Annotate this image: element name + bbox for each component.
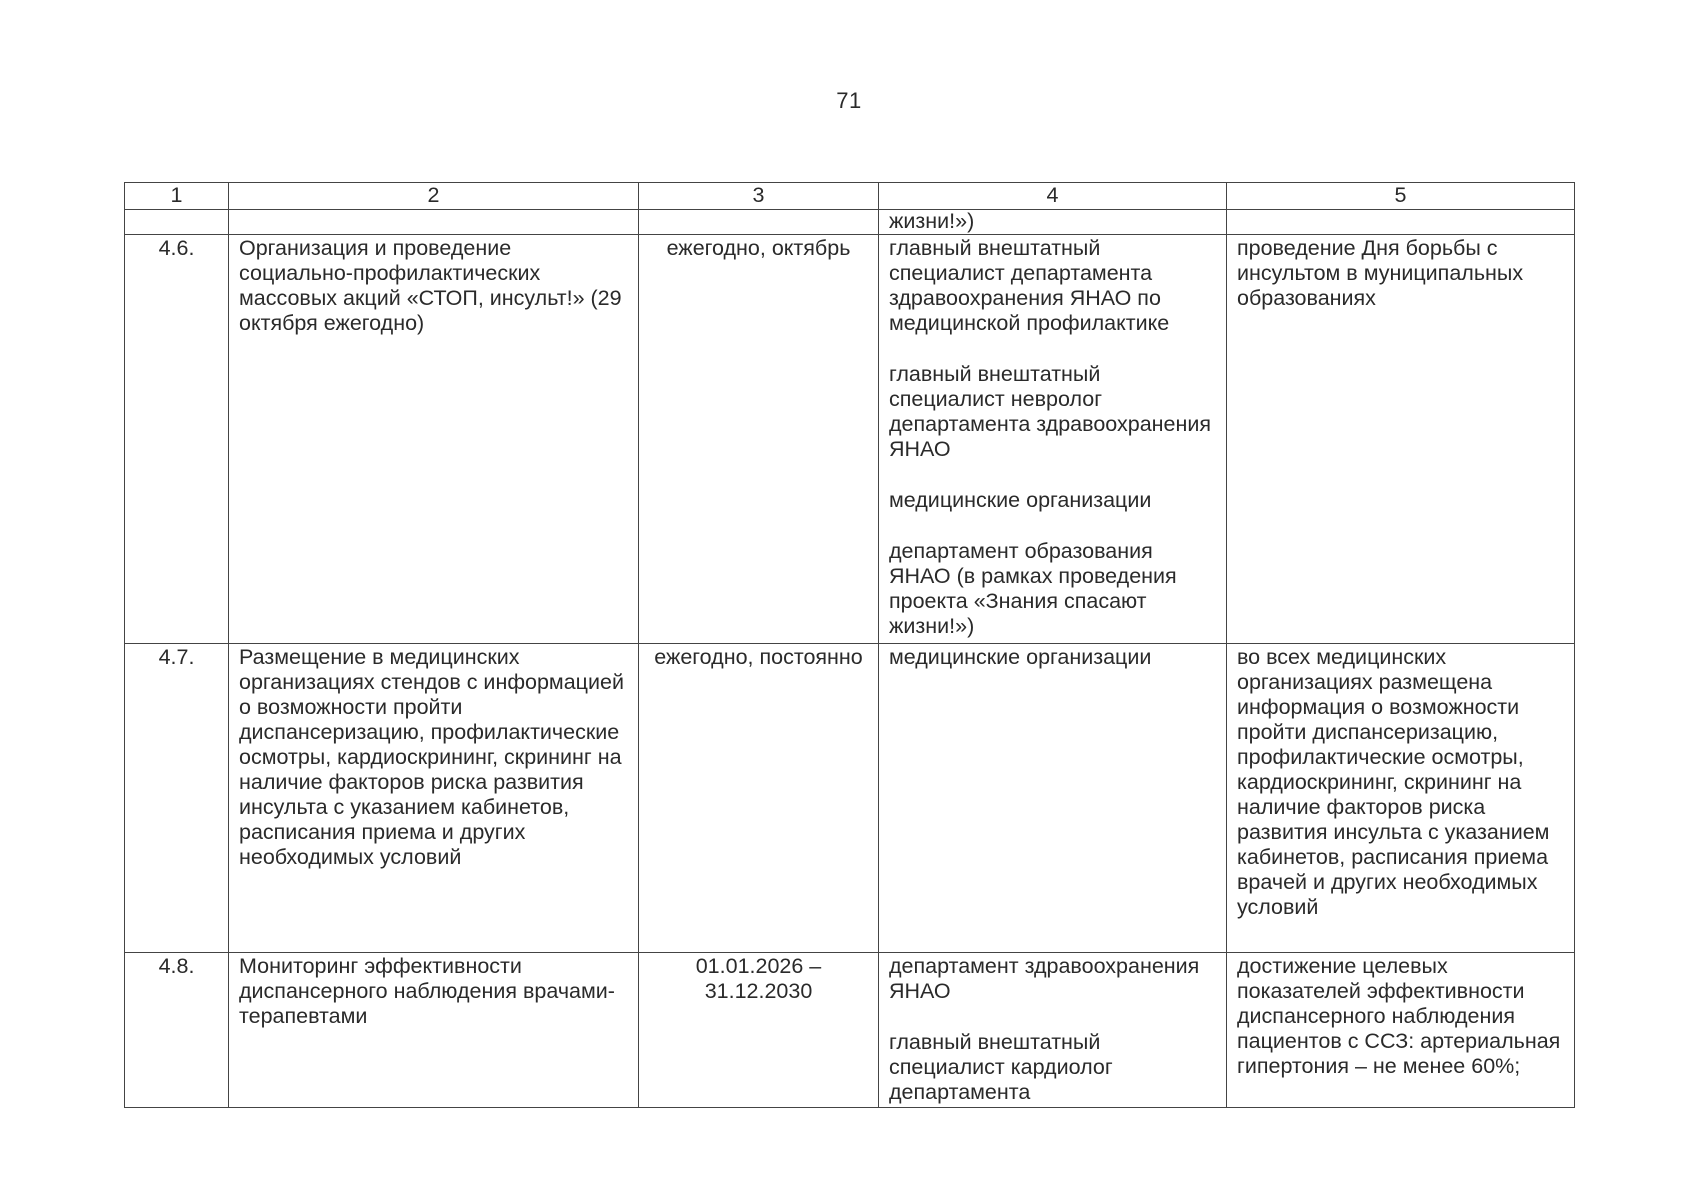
responsible-item: главный внештатный специалист департамента здравоохранения ЯНАО по медицинской профилактике	[889, 236, 1170, 335]
page-number: 71	[836, 88, 862, 113]
result-cell: проведение Дня борьбы с инсультом в муниципальных образованиях	[1227, 235, 1575, 644]
responsible-cell	[879, 644, 1227, 953]
plan-table	[124, 182, 1575, 1108]
activity-cell: Размещение в медицинских организациях стендов с информацией о возможности пройти диспансеризацию, профилактические осмотры, кардиоскрининг, скрининг на наличие факторов риска развития инсульта с указанием кабинетов, расписания приема и других необходимых условий	[229, 644, 639, 953]
activity-cell: Организация и проведение социально-профилактических массовых акций «СТОП, инсульт!» (29 октября ежегодно)	[229, 235, 639, 644]
row-number: 4.8.	[125, 953, 229, 1108]
responsible-item: медицинские организации	[889, 488, 1152, 512]
continuation-text: жизни!»)	[879, 210, 1227, 235]
responsible-cell	[879, 235, 1227, 644]
responsible-item: главный внештатный специалист невролог департамента здравоохранения ЯНАО	[889, 362, 1212, 461]
empty-cell	[125, 210, 229, 235]
deadline-cell: ежегодно, октябрь	[639, 235, 879, 644]
continuation-row	[125, 210, 1575, 235]
header-cell: 4	[879, 183, 1227, 210]
responsible-cell	[879, 953, 1227, 1108]
row-number: 4.7.	[125, 644, 229, 953]
row-number: 4.6.	[125, 235, 229, 644]
header-cell: 3	[639, 183, 879, 210]
deadline-cell: ежегодно, постоянно	[639, 644, 879, 953]
responsible-item: главный внештатный специалист кардиолог департамента	[889, 1030, 1113, 1104]
header-cell: 2	[229, 183, 639, 210]
responsible-item: департамент образования ЯНАО (в рамках проведения проекта «Знания спасают жизни!»)	[889, 539, 1177, 638]
activity-cell: Мониторинг эффективности диспансерного наблюдения врачами-терапевтами	[229, 953, 639, 1108]
responsible-item: департамент здравоохранения ЯНАО	[889, 954, 1200, 1003]
result-cell: достижение целевых показателей эффективности диспансерного наблюдения пациентов с ССЗ: артериальная гипертония – не менее 60%;	[1227, 953, 1575, 1108]
table-row	[125, 235, 1575, 644]
table-row	[125, 953, 1575, 1108]
table-header-row	[125, 183, 1575, 210]
result-cell: во всех медицинских организациях размещена информация о возможности пройти диспансеризацию, профилактические осмотры, кардиоскрининг, скрининг на наличие факторов риска развития инсульта с указанием кабинетов, расписания приема врачей и других необходимых условий	[1227, 644, 1575, 953]
empty-cell	[229, 210, 639, 235]
deadline-cell: 01.01.2026 – 31.12.2030	[639, 953, 879, 1108]
table-row	[125, 644, 1575, 953]
responsible-item: медицинские организации	[889, 645, 1152, 669]
header-cell: 5	[1227, 183, 1575, 210]
empty-cell	[639, 210, 879, 235]
header-cell: 1	[125, 183, 229, 210]
empty-cell	[1227, 210, 1575, 235]
